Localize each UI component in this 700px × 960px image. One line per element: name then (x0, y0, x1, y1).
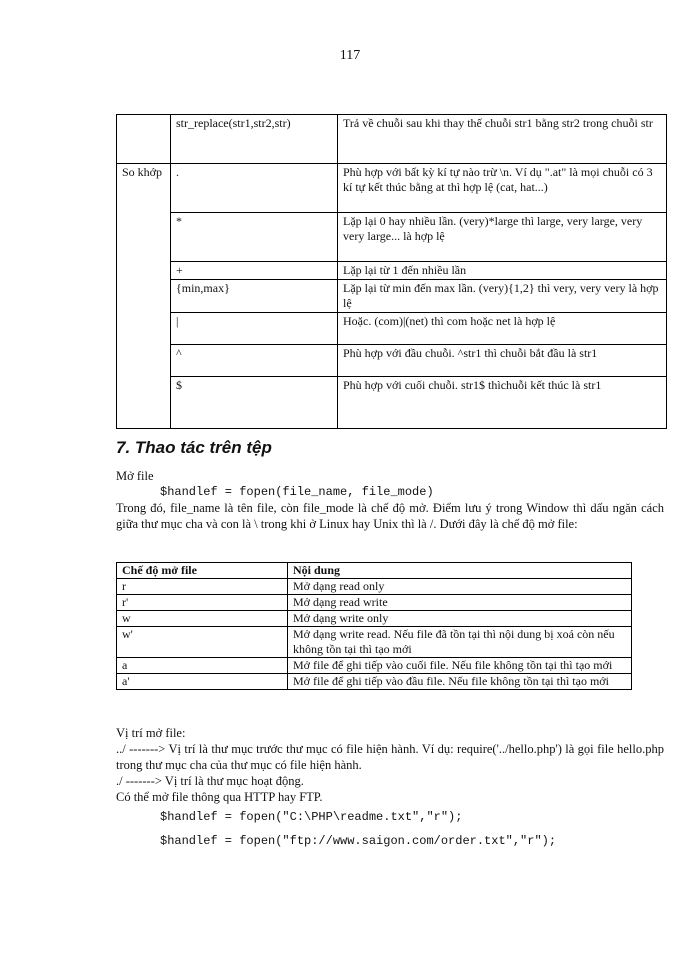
mode-cell: r' (117, 595, 288, 611)
parent-dir-note: ../ -------> Vị trí là thư mục trước thư mục có file hiện hành. Ví dụ: require('../hello.php') là gọi file hello.php trong thư mục cha của thư mục có file hiện hành. (116, 742, 664, 772)
content-column-header: Nội dung (288, 563, 632, 579)
pattern-cell: str_replace(str1,str2,str) (171, 115, 338, 164)
description-cell: Lặp lại từ min đến max lần. (very){1,2} thì very, very very là hợp lệ (338, 280, 667, 313)
fopen-local-code: $handlef = fopen("C:\PHP\readme.txt","r"); (160, 810, 463, 824)
table-row (117, 164, 667, 213)
group-cell (117, 280, 171, 313)
pattern-cell: ^ (171, 345, 338, 377)
content-cell: Mở dạng read only (288, 579, 632, 595)
table-row (117, 262, 667, 280)
description-cell: Phù hợp với đầu chuỗi. ^str1 thì chuỗi bắt đầu là str1 (338, 345, 667, 377)
file-modes-table (116, 562, 632, 690)
description-cell: Trả về chuỗi sau khi thay thế chuỗi str1 bằng str2 trong chuỗi str (338, 115, 667, 164)
description-cell: Phù hợp với cuối chuỗi. str1$ thìchuỗi kết thúc là str1 (338, 377, 667, 429)
table-row (117, 579, 632, 595)
content-cell: Mở dạng write only (288, 611, 632, 627)
description-cell: Lặp lại 0 hay nhiều lần. (very)*large thì large, very large, very very large... là hợp lệ (338, 213, 667, 262)
group-cell: So khớp (117, 164, 171, 213)
table-row (117, 115, 667, 164)
table-row (117, 280, 667, 313)
fopen-code: $handlef = fopen(file_name, file_mode) (160, 485, 434, 499)
group-cell (117, 313, 171, 345)
group-cell (117, 213, 171, 262)
mode-column-header: Chế độ mở file (117, 563, 288, 579)
table-row (117, 313, 667, 345)
table-row (117, 377, 667, 429)
mode-cell: r (117, 579, 288, 595)
mode-cell: a' (117, 674, 288, 690)
group-cell (117, 262, 171, 280)
group-cell (117, 115, 171, 164)
description-cell: Phù hợp với bất kỳ kí tự nào trừ \n. Ví dụ ".at" là mọi chuỗi có 3 kí tự kết thúc bằng at thì hợp lệ (cat, hat...) (338, 164, 667, 213)
pattern-cell: $ (171, 377, 338, 429)
table-row (117, 611, 632, 627)
description-cell: Lặp lại từ 1 đến nhiều lần (338, 262, 667, 280)
group-cell (117, 345, 171, 377)
content-cell: Mở file để ghi tiếp vào đầu file. Nếu file không tồn tại thì tạo mới (288, 674, 632, 690)
pattern-cell: | (171, 313, 338, 345)
file-location-label: Vị trí mở file: (116, 726, 186, 740)
table-row (117, 658, 632, 674)
current-dir-note: ./ -------> Vị trí là thư mục hoạt động. (116, 774, 304, 788)
http-ftp-note: Có thể mở file thông qua HTTP hay FTP. (116, 790, 323, 804)
mode-cell: w (117, 611, 288, 627)
content-cell: Mở dạng write read. Nếu file đã tồn tại thì nội dung bị xoá còn nếu không tồn tại thì tạo mới (288, 627, 632, 658)
fopen-ftp-code: $handlef = fopen("ftp://www.saigon.com/order.txt","r"); (160, 834, 557, 848)
pattern-cell: {min,max} (171, 280, 338, 313)
description-cell: Hoặc. (com)|(net) thì com hoặc net là hợp lệ (338, 313, 667, 345)
pattern-cell: * (171, 213, 338, 262)
mode-cell: w' (117, 627, 288, 658)
page-number: 117 (339, 48, 361, 63)
table-row (117, 345, 667, 377)
pattern-cell: . (171, 164, 338, 213)
regex-table (116, 114, 667, 429)
table-row (117, 213, 667, 262)
content-cell: Mở file để ghi tiếp vào cuối file. Nếu file không tồn tại thì tạo mới (288, 658, 632, 674)
open-file-label: Mở file (116, 469, 154, 483)
table-header-row (117, 563, 632, 579)
table-row (117, 674, 632, 690)
mode-cell: a (117, 658, 288, 674)
section-heading: 7. Thao tác trên tệp (116, 438, 272, 457)
pattern-cell: + (171, 262, 338, 280)
table-row (117, 627, 632, 658)
table-row (117, 595, 632, 611)
group-cell (117, 377, 171, 429)
content-cell: Mở dạng read write (288, 595, 632, 611)
explanation-paragraph: Trong đó, file_name là tên file, còn file_mode là chế độ mở. Điểm lưu ý trong Window thì dấu ngăn cách giữa thư mục cha và con là \ trong khi ở Linux hay Unix thì là /. Dưới đây là chế độ mở file: (116, 501, 664, 531)
